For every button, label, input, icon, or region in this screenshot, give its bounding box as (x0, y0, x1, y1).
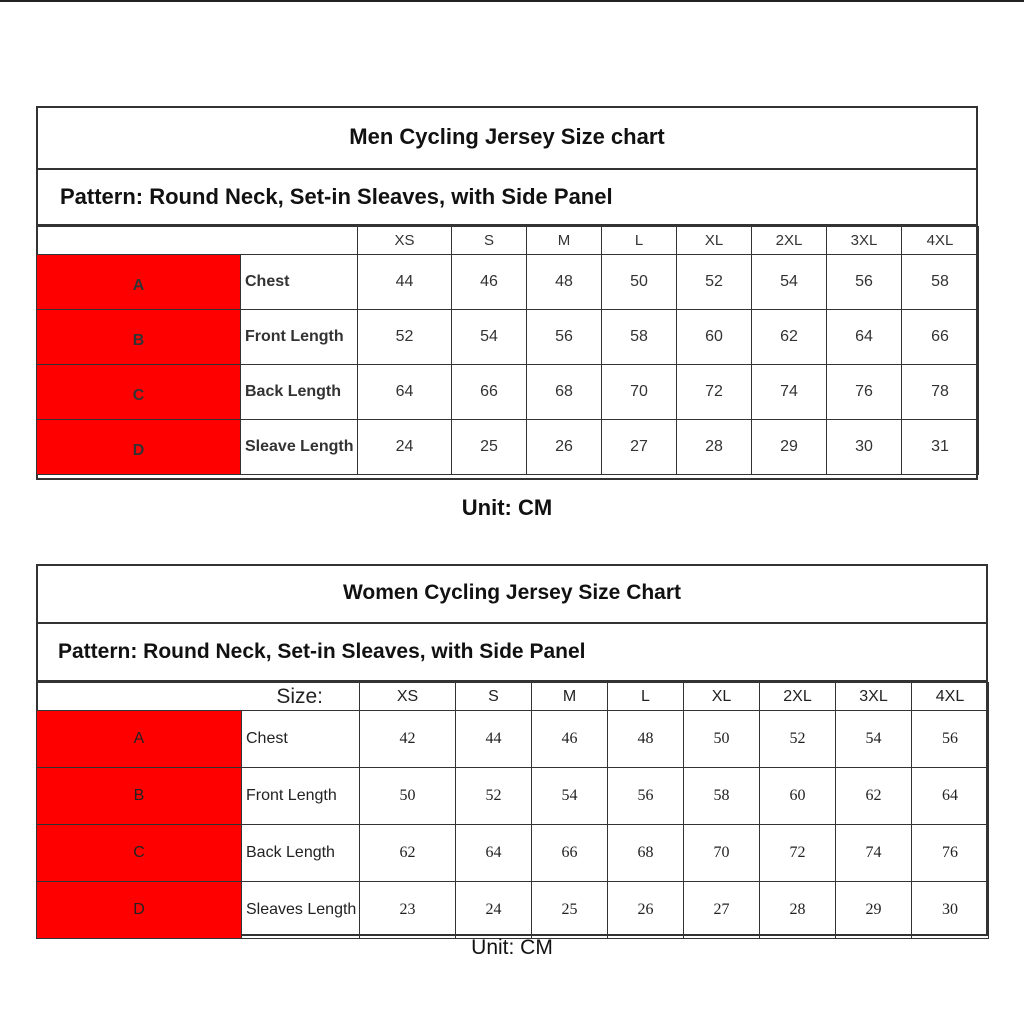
women-value-cell: 62 (360, 825, 456, 882)
men-value-cell: 66 (902, 310, 979, 365)
women-value-cell: 27 (684, 882, 760, 939)
women-size-header: XL (684, 683, 760, 711)
men-value-cell: 46 (452, 255, 527, 310)
men-size-header: XL (677, 227, 752, 255)
women-size-header: M (532, 683, 608, 711)
women-row-front-length (37, 768, 989, 825)
women-value-cell: 52 (760, 711, 836, 768)
women-size-header: 2XL (760, 683, 836, 711)
men-code-cell: D (37, 420, 241, 475)
women-value-cell: 52 (456, 768, 532, 825)
men-value-cell: 52 (358, 310, 452, 365)
women-value-cell: 76 (912, 825, 989, 882)
women-row-chest (37, 711, 989, 768)
women-value-cell: 66 (532, 825, 608, 882)
men-value-cell: 58 (602, 310, 677, 365)
women-value-cell: 28 (760, 882, 836, 939)
men-value-cell: 29 (752, 420, 827, 475)
men-size-header: XS (358, 227, 452, 255)
men-measurement-label: Sleave Length (241, 420, 358, 475)
men-row-front-length (37, 310, 979, 365)
men-value-cell: 56 (827, 255, 902, 310)
top-border-line (0, 0, 1024, 2)
men-row-sleave-length (37, 420, 979, 475)
women-value-cell: 50 (684, 711, 760, 768)
women-pattern-description: Pattern: Round Neck, Set-in Sleaves, with Side Panel (36, 624, 988, 682)
men-value-cell: 58 (902, 255, 979, 310)
men-measurement-label: Front Length (241, 310, 358, 365)
women-size-header: L (608, 683, 684, 711)
women-code-cell: D (37, 882, 242, 939)
men-value-cell: 25 (452, 420, 527, 475)
women-value-cell: 58 (684, 768, 760, 825)
men-measurement-label: Chest (241, 255, 358, 310)
women-value-cell: 24 (456, 882, 532, 939)
women-size-label: Size: (37, 683, 360, 711)
men-code-cell: B (37, 310, 241, 365)
men-code-cell: A (37, 255, 241, 310)
women-measurement-label: Front Length (242, 768, 360, 825)
men-measurement-label: Back Length (241, 365, 358, 420)
women-value-cell: 54 (836, 711, 912, 768)
women-value-cell: 26 (608, 882, 684, 939)
men-value-cell: 64 (827, 310, 902, 365)
women-size-header: S (456, 683, 532, 711)
women-size-header: 3XL (836, 683, 912, 711)
women-value-cell: 60 (760, 768, 836, 825)
women-value-cell: 29 (836, 882, 912, 939)
men-size-header: L (602, 227, 677, 255)
women-code-cell: A (37, 711, 242, 768)
men-value-cell: 50 (602, 255, 677, 310)
women-value-cell: 25 (532, 882, 608, 939)
men-value-cell: 44 (358, 255, 452, 310)
women-value-cell: 62 (836, 768, 912, 825)
men-value-cell: 52 (677, 255, 752, 310)
men-value-cell: 24 (358, 420, 452, 475)
men-size-header: 3XL (827, 227, 902, 255)
men-value-cell: 60 (677, 310, 752, 365)
women-value-cell: 30 (912, 882, 989, 939)
women-value-cell: 46 (532, 711, 608, 768)
women-row-back-length (37, 825, 989, 882)
women-size-header: 4XL (912, 683, 989, 711)
women-value-cell: 56 (608, 768, 684, 825)
men-size-header: M (527, 227, 602, 255)
women-size-chart (36, 564, 988, 964)
men-size-header: S (452, 227, 527, 255)
women-measurement-label: Chest (242, 711, 360, 768)
men-value-cell: 26 (527, 420, 602, 475)
men-value-cell: 31 (902, 420, 979, 475)
women-row-sleaves-length (37, 882, 989, 939)
men-value-cell: 27 (602, 420, 677, 475)
men-value-cell: 74 (752, 365, 827, 420)
women-value-cell: 23 (360, 882, 456, 939)
men-value-cell: 64 (358, 365, 452, 420)
men-value-cell: 30 (827, 420, 902, 475)
women-value-cell: 64 (456, 825, 532, 882)
women-value-cell: 70 (684, 825, 760, 882)
women-header-row (37, 683, 989, 711)
women-code-cell: B (37, 768, 242, 825)
men-value-cell: 78 (902, 365, 979, 420)
men-value-cell: 76 (827, 365, 902, 420)
men-header-row (37, 227, 979, 255)
women-unit-label: Unit: CM (471, 936, 553, 959)
men-unit-label: Unit: CM (461, 495, 553, 520)
men-header-blank (37, 227, 358, 255)
women-value-cell: 42 (360, 711, 456, 768)
women-value-cell: 64 (912, 768, 989, 825)
men-value-cell: 70 (602, 365, 677, 420)
women-code-cell: C (37, 825, 242, 882)
women-value-cell: 56 (912, 711, 989, 768)
women-size-header: XS (360, 683, 456, 711)
men-value-cell: 66 (452, 365, 527, 420)
men-row-chest (37, 255, 979, 310)
men-chart-title: Men Cycling Jersey Size chart (36, 106, 978, 170)
women-value-cell: 50 (360, 768, 456, 825)
men-value-cell: 68 (527, 365, 602, 420)
women-value-cell: 54 (532, 768, 608, 825)
men-row-back-length (37, 365, 979, 420)
women-value-cell: 72 (760, 825, 836, 882)
women-measurement-label: Back Length (242, 825, 360, 882)
men-code-cell: C (37, 365, 241, 420)
men-size-table (36, 226, 979, 475)
men-value-cell: 56 (527, 310, 602, 365)
women-value-cell: 48 (608, 711, 684, 768)
women-size-table (36, 682, 989, 939)
men-size-chart (36, 106, 978, 520)
women-chart-title: Women Cycling Jersey Size Chart (36, 564, 988, 624)
men-value-cell: 72 (677, 365, 752, 420)
women-value-cell: 74 (836, 825, 912, 882)
men-value-cell: 48 (527, 255, 602, 310)
women-measurement-label: Sleaves Length (242, 882, 360, 939)
men-value-cell: 54 (752, 255, 827, 310)
men-size-header: 4XL (902, 227, 979, 255)
women-value-cell: 44 (456, 711, 532, 768)
men-value-cell: 54 (452, 310, 527, 365)
women-value-cell: 68 (608, 825, 684, 882)
men-value-cell: 28 (677, 420, 752, 475)
men-value-cell: 62 (752, 310, 827, 365)
men-pattern-description: Pattern: Round Neck, Set-in Sleaves, with Side Panel (36, 170, 978, 226)
men-size-header: 2XL (752, 227, 827, 255)
